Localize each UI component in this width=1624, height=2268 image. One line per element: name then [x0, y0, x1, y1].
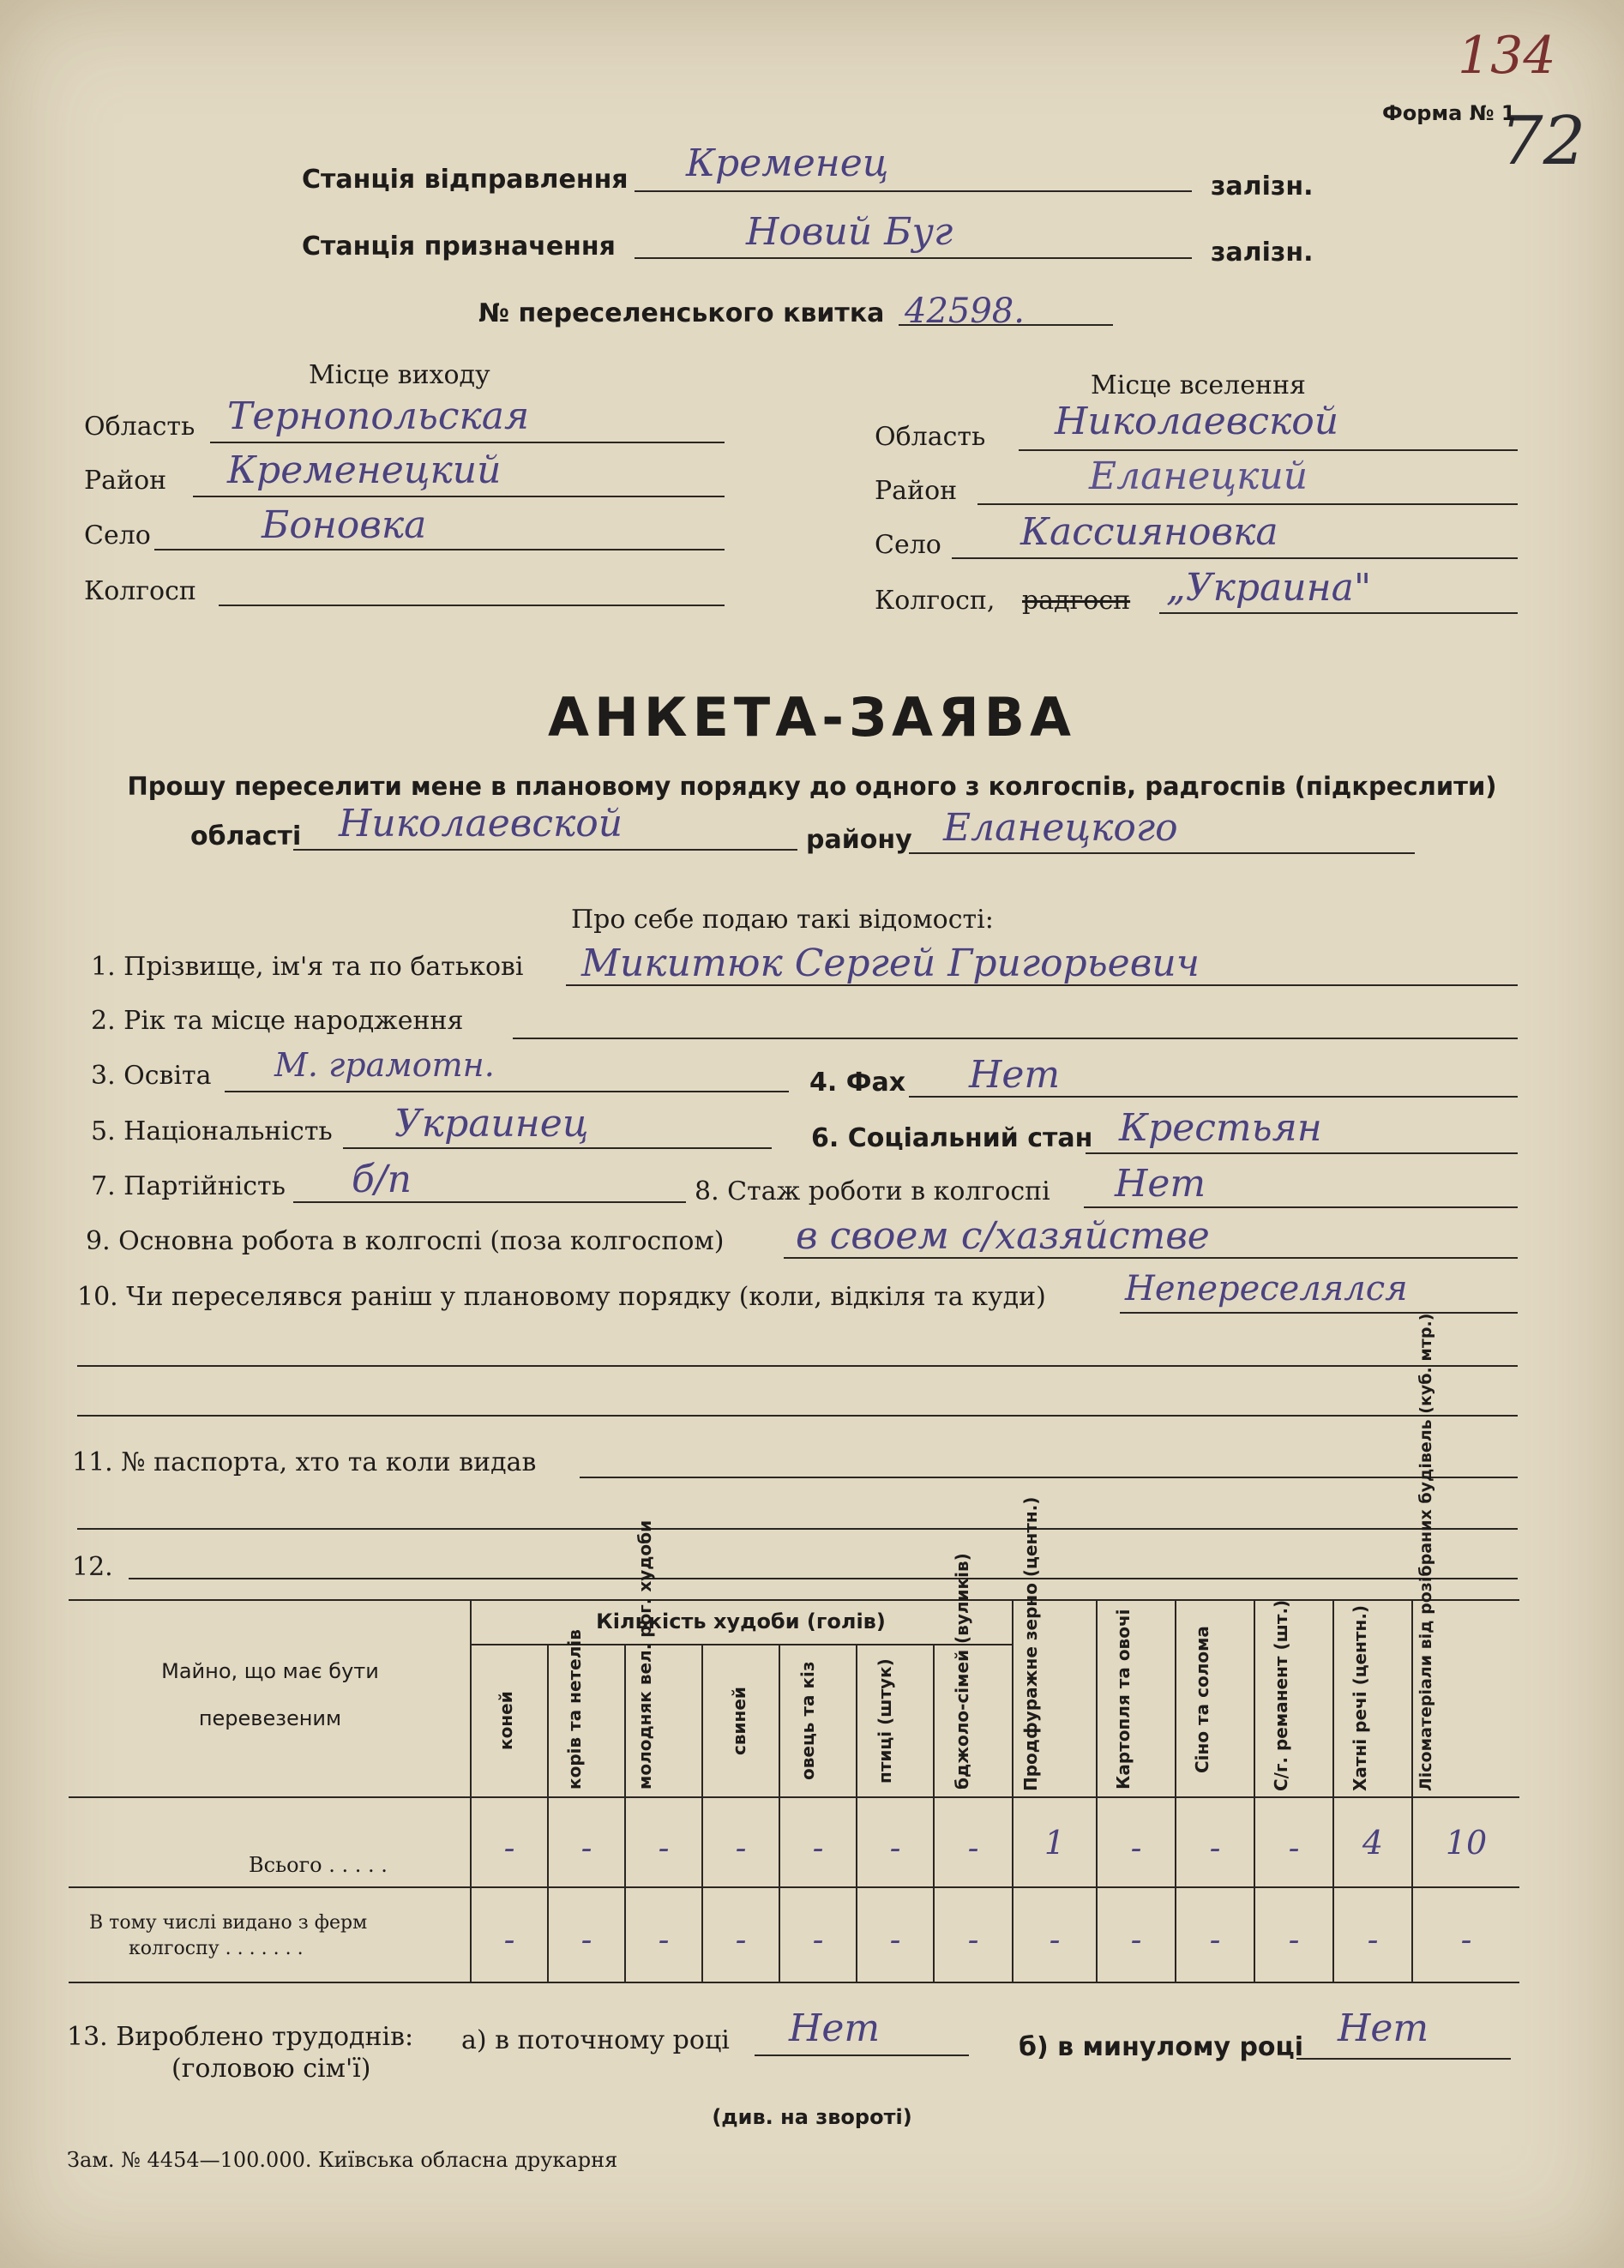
col-equipment: С/г. реманент (шт.)	[1271, 1599, 1291, 1791]
origin-raion-value: Кременецкий	[227, 448, 502, 492]
form-number: Форма № 1	[1382, 101, 1516, 125]
field-3-label: 3. Освіта	[91, 1061, 212, 1091]
request-oblast-label: області	[190, 821, 302, 851]
field-12-label: 12.	[72, 1552, 113, 1582]
field-11-label: 11. № паспорта, хто та коли видав	[72, 1447, 537, 1477]
destination-station-line	[635, 257, 1192, 259]
total-poultry: -	[889, 1829, 901, 1867]
total-equipment: -	[1288, 1829, 1300, 1867]
ticket-number-label: № переселенського квитка	[478, 298, 885, 328]
farm-young-cattle: -	[658, 1921, 670, 1958]
workdays-b-line	[1296, 2058, 1511, 2060]
origin-oblast-line	[210, 442, 725, 443]
field-11-line-2	[77, 1528, 1518, 1530]
origin-raion-label: Район	[84, 466, 167, 496]
workdays-label-2: (головою сім'ї)	[171, 2054, 371, 2084]
request-oblast-line	[293, 849, 797, 851]
departure-station-line	[635, 190, 1192, 192]
col-hay: Сіно та солома	[1192, 1626, 1212, 1773]
col-cows: корів та нетелів	[564, 1629, 585, 1790]
origin-kolhosp-label: Колгосп	[84, 576, 196, 606]
departure-station-value: Кременец	[686, 141, 889, 185]
farm-pigs: -	[735, 1921, 747, 1958]
total-sheep: -	[812, 1829, 824, 1867]
field-3-value: М. грамотн.	[274, 1046, 495, 1084]
destination-oblast-value: Николаевской	[1055, 400, 1339, 443]
col-pigs: свиней	[729, 1687, 749, 1755]
row-total-label: Всього . . . . .	[249, 1853, 388, 1877]
row-farm-label-2: колгоспу . . . . . . .	[129, 1938, 304, 1959]
farm-household: -	[1367, 1921, 1379, 1958]
workdays-label-1: 13. Вироблено трудоднів:	[67, 2022, 414, 2052]
origin-oblast-label: Область	[84, 412, 195, 442]
destination-raion-line	[977, 503, 1518, 505]
origin-kolhosp-line	[219, 605, 725, 606]
request-line: Прошу переселити мене в плановому порядку до одного з колгоспів, радгоспів (підкреслити)	[127, 772, 1497, 801]
request-raion-label: району	[806, 825, 912, 855]
workdays-a-value: Нет	[789, 2006, 881, 2050]
farm-bees: -	[967, 1921, 979, 1958]
field-10-label: 10. Чи переселявся раніш у плановому порядку (коли, відкіля та куди)	[77, 1282, 1046, 1312]
property-header-1: Майно, що має бути	[161, 1659, 379, 1683]
origin-oblast-value: Тернопольская	[227, 394, 530, 438]
destination-kolhosp-label: Колгосп,	[875, 586, 995, 616]
field-2-line	[513, 1038, 1518, 1039]
field-11-line	[580, 1477, 1518, 1478]
total-cows: -	[580, 1829, 592, 1867]
destination-oblast-label: Область	[875, 422, 986, 452]
ticket-number-value: 42598.	[905, 292, 1025, 331]
workdays-b-value: Нет	[1338, 2006, 1429, 2050]
destination-raion-value: Еланецкий	[1089, 454, 1308, 498]
row-farm-label-1: В тому числі видано з ферм	[89, 1912, 368, 1934]
origin-selo-value: Боновка	[262, 503, 427, 547]
field-5-value: Украинец	[394, 1102, 589, 1146]
field-10-value: Непереселялся	[1125, 1269, 1408, 1308]
destination-selo-line	[952, 557, 1518, 559]
destination-selo-label: Село	[875, 530, 941, 560]
origin-raion-line	[193, 496, 725, 497]
total-horses: -	[503, 1829, 515, 1867]
departure-station-label: Станція відправлення	[302, 165, 629, 195]
field-8-value: Нет	[1115, 1162, 1206, 1206]
field-2-label: 2. Рік та місце народження	[91, 1006, 464, 1036]
destination-suffix: залізн.	[1211, 238, 1314, 268]
destination-station-label: Станція призначення	[302, 232, 616, 262]
field-7-label: 7. Партійність	[91, 1171, 286, 1201]
col-horses: коней	[496, 1691, 516, 1751]
request-raion-line	[909, 852, 1415, 854]
workdays-a-label: а) в поточному році	[461, 2025, 730, 2055]
field-6-value: Крестьян	[1119, 1106, 1322, 1150]
total-bees: -	[967, 1829, 979, 1867]
farm-timber: -	[1460, 1921, 1472, 1958]
field-7-line	[293, 1201, 686, 1203]
workdays-a-line	[755, 2054, 969, 2056]
destination-selo-value: Кассияновка	[1020, 510, 1278, 554]
destination-oblast-line	[1019, 449, 1518, 451]
field-1-value: Микитюк Сергей Григорьевич	[581, 941, 1200, 985]
field-10-line-2	[77, 1365, 1518, 1367]
field-5-label: 5. Національність	[91, 1116, 333, 1146]
property-header-2: перевезеним	[198, 1706, 342, 1730]
origin-header: Місце виходу	[309, 360, 490, 390]
col-poultry: птиці (штук)	[875, 1658, 895, 1784]
total-pigs: -	[735, 1829, 747, 1867]
farm-sheep: -	[812, 1921, 824, 1958]
livestock-header: Кількість худоби (голів)	[596, 1609, 886, 1633]
intro-text: Про себе подаю такі відомості:	[571, 905, 994, 935]
col-household: Хатні речі (центн.)	[1350, 1604, 1370, 1791]
field-6-label: 6. Соціальний стан	[811, 1123, 1093, 1153]
departure-suffix: залізн.	[1211, 171, 1314, 202]
field-9-label: 9. Основна робота в колгоспі (поза колгоспом)	[86, 1226, 725, 1256]
farm-equipment: -	[1288, 1921, 1300, 1958]
field-12-line	[129, 1578, 1518, 1579]
field-1-label: 1. Прізвище, ім'я та по батькові	[91, 952, 524, 982]
field-10-line	[1120, 1312, 1518, 1314]
field-7-value: б/п	[352, 1158, 412, 1201]
field-10-line-3	[77, 1415, 1518, 1417]
field-3-line	[225, 1091, 789, 1092]
field-8-line	[1084, 1206, 1518, 1208]
destination-header: Місце вселення	[1091, 370, 1306, 400]
field-9-value: в своем с/хазяйстве	[796, 1214, 1210, 1258]
farm-poultry: -	[889, 1921, 901, 1958]
farm-potatoes: -	[1130, 1921, 1142, 1958]
printer-note: Зам. № 4454—100.000. Київська обласна друкарня	[67, 2148, 618, 2172]
farm-horses: -	[503, 1921, 515, 1958]
farm-hay: -	[1209, 1921, 1221, 1958]
archive-mark-bottom: 72	[1501, 103, 1586, 180]
total-young-cattle: -	[658, 1829, 670, 1867]
origin-selo-line	[154, 549, 725, 550]
col-sheep: овець та кіз	[797, 1661, 818, 1781]
total-timber: 10	[1445, 1824, 1488, 1862]
field-4-value: Нет	[969, 1053, 1061, 1097]
farm-cows: -	[580, 1921, 592, 1958]
field-4-label: 4. Фах	[809, 1068, 906, 1098]
col-young-cattle: молодняк вел. рог. худоби	[635, 1519, 655, 1790]
destination-raion-label: Район	[875, 476, 958, 506]
form-title: АНКЕТА-ЗАЯВА	[548, 686, 1076, 749]
archive-mark-top: 134	[1458, 26, 1556, 86]
total-hay: -	[1209, 1829, 1221, 1867]
col-timber: Лісоматеріали від розібраних будівель (куб. мтр.)	[1416, 1313, 1435, 1791]
field-5-line	[343, 1147, 772, 1149]
total-potatoes: -	[1130, 1829, 1142, 1867]
origin-selo-label: Село	[84, 520, 151, 550]
col-potatoes: Картопля та овочі	[1113, 1609, 1134, 1790]
col-bees: бджоло-сімей (вуликів)	[952, 1553, 972, 1790]
footer-note: (див. на звороті)	[712, 2105, 912, 2129]
destination-radhosp-label: радгосп	[1022, 586, 1131, 616]
field-6-line	[1086, 1152, 1518, 1154]
destination-kolhosp-value: „Украина"	[1166, 566, 1372, 610]
total-grain: 1	[1044, 1824, 1066, 1862]
farm-grain: -	[1049, 1921, 1061, 1958]
workdays-b-label: б) в минулому році	[1019, 2032, 1304, 2062]
request-raion-value: Еланецкого	[943, 806, 1178, 850]
total-household: 4	[1362, 1824, 1384, 1862]
destination-station-value: Новий Буг	[746, 210, 953, 254]
destination-kolhosp-line	[1159, 612, 1518, 614]
field-8-label: 8. Стаж роботи в колгоспі	[695, 1176, 1050, 1206]
col-grain: Продфуражне зерно (центн.)	[1020, 1496, 1041, 1791]
request-oblast-value: Николаевской	[339, 802, 623, 845]
